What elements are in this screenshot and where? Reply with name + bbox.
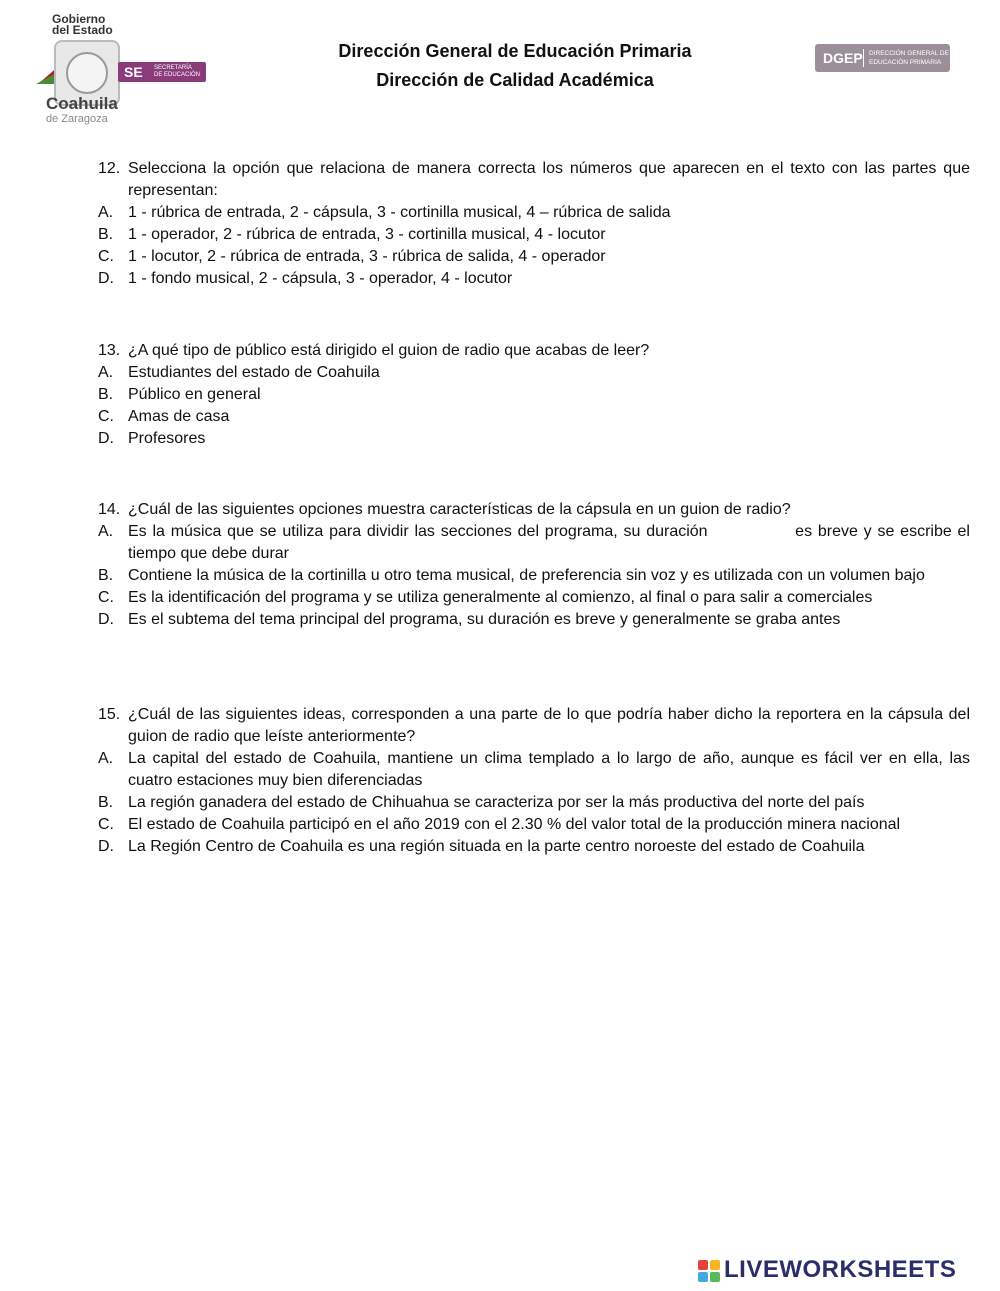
- se-badge: SE SECRETARÍA DE EDUCACIÓN: [118, 62, 206, 82]
- page-title: [200, 37, 830, 95]
- option-a[interactable]: A. La capital del estado de Coahuila, mantiene un clima templado a lo largo de año, aunque es fácil ver en ella, las cuatro estaciones muy bien diferenciadas: [98, 750, 970, 789]
- option-d[interactable]: D. 1 - fondo musical, 2 - cápsula, 3 - operador, 4 - locutor: [98, 270, 513, 287]
- question-13: [98, 340, 970, 450]
- title-line-1: Dirección General de Educación Primaria: [338, 41, 692, 61]
- option-b[interactable]: B. Público en general: [98, 386, 261, 403]
- dgep-divider: [863, 49, 864, 67]
- dgep-logo: DGEP DIRECCIÓN GENERAL DE EDUCACIÓN PRIMARIA: [815, 44, 950, 72]
- dgep-subtitle: DIRECCIÓN GENERAL DE EDUCACIÓN PRIMARIA: [869, 50, 949, 66]
- option-b[interactable]: B. 1 - operador, 2 - rúbrica de entrada, 3 - cortinilla musical, 4 - locutor: [98, 226, 606, 243]
- state-name: Coahuila: [46, 94, 118, 113]
- title-line-2: Dirección de Calidad Académica: [376, 70, 654, 90]
- question-stem: 15. ¿Cuál de las siguientes ideas, corresponden a una parte de lo que podría haber dicho la reportera en la cápsula del guion de radio que leíste anteriormente?: [98, 706, 970, 745]
- se-subtitle: SECRETARÍA DE EDUCACIÓN: [154, 65, 201, 78]
- option-a[interactable]: A. 1 - rúbrica de entrada, 2 - cápsula, 3 - cortinilla musical, 4 – rúbrica de salida: [98, 204, 671, 221]
- option-d[interactable]: D. La Región Centro de Coahuila es una región situada en la parte centro noroeste del estado de Coahuila: [98, 838, 865, 855]
- liveworksheets-icon: [698, 1260, 720, 1282]
- option-c[interactable]: C. Es la identificación del programa y se utiliza generalmente al comienzo, al final o para salir a comerciales: [98, 589, 873, 606]
- coahuila-government-logo: [30, 12, 210, 132]
- state-subname: de Zaragoza: [46, 113, 108, 125]
- option-a[interactable]: A. Es la música que se utiliza para dividir las secciones del programa, su duración es breve y se escribe el tiempo que debe durar: [98, 523, 970, 562]
- option-d[interactable]: D. Es el subtema del tema principal del programa, su duración es breve y generalmente se graba antes: [98, 611, 841, 628]
- option-b[interactable]: B. La región ganadera del estado de Chihuahua se caracteriza por ser la más productiva del norte del país: [98, 794, 865, 811]
- question-15: [98, 704, 970, 858]
- option-a[interactable]: A. Estudiantes del estado de Coahuila: [98, 364, 380, 381]
- brand-name: LIVEWORKSHEETS: [724, 1256, 957, 1283]
- option-c[interactable]: C. Amas de casa: [98, 408, 230, 425]
- question-stem: 13. ¿A qué tipo de público está dirigido el guion de radio que acabas de leer?: [98, 342, 650, 359]
- question-12: [98, 158, 970, 290]
- option-b[interactable]: B. Contiene la música de la cortinilla u otro tema musical, de preferencia sin voz y es utilizada con un volumen bajo: [98, 567, 925, 584]
- question-14: [98, 499, 970, 631]
- option-c[interactable]: C. 1 - locutor, 2 - rúbrica de entrada, 3 - rúbrica de salida, 4 - operador: [98, 248, 606, 265]
- question-stem: 14. ¿Cuál de las siguientes opciones muestra características de la cápsula en un guion de radio?: [98, 501, 791, 518]
- question-stem: 12. Selecciona la opción que relaciona de manera correcta los números que aparecen en el texto con las partes que representan:: [98, 160, 970, 199]
- option-c[interactable]: C. El estado de Coahuila participó en el año 2019 con el 2.30 % del valor total de la producción minera nacional: [98, 816, 901, 833]
- government-label: Gobierno del Estado: [52, 12, 113, 37]
- option-d[interactable]: D. Profesores: [98, 430, 206, 447]
